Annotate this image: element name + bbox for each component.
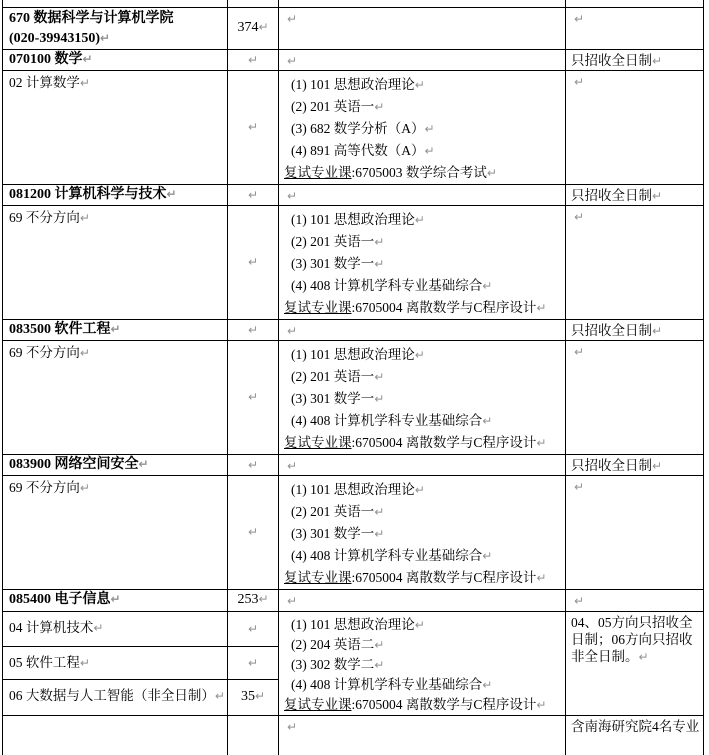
- quota-cell: [228, 475, 279, 589]
- quota-cell: [228, 454, 279, 475]
- partial-cell: [3, 0, 228, 7]
- note-cell: [566, 454, 704, 475]
- direction-label-cell: [3, 680, 228, 715]
- quota-cell: [228, 49, 279, 70]
- direction-row-69-se: [3, 340, 704, 454]
- pilcrow-mark: ↵: [110, 321, 121, 336]
- pilcrow-mark: ↵: [138, 456, 149, 471]
- exam-subjects-cell: [279, 340, 566, 454]
- pilcrow-mark: ↵: [287, 188, 298, 203]
- pilcrow-mark: ↵: [93, 620, 104, 635]
- pilcrow-mark: ↵: [247, 255, 259, 269]
- pilcrow-mark: ↵: [287, 593, 298, 608]
- note-cell: [566, 184, 704, 205]
- major-row-081200: [3, 184, 704, 205]
- department-title: 670 数据科学与计算机学院: [9, 10, 174, 26]
- exam-subject-line: (1) 101 思想政治理论↵: [291, 481, 425, 497]
- pilcrow-mark: ↵: [536, 300, 547, 315]
- pilcrow-mark: ↵: [287, 458, 298, 473]
- note-full-time-only: 只招收全日制: [571, 322, 652, 338]
- direction-label-cell: [3, 205, 228, 319]
- major-title-cell: [3, 589, 228, 611]
- department-row: [3, 7, 704, 49]
- pilcrow-mark: ↵: [424, 121, 435, 136]
- empty-cell: [566, 205, 704, 319]
- note-full-time-only: 只招收全日制: [571, 52, 652, 68]
- exam-subject-line: (4) 891 高等代数（A）↵: [291, 142, 435, 158]
- pilcrow-mark: ↵: [482, 278, 493, 293]
- pilcrow-mark: ↵: [79, 75, 90, 90]
- empty-cell: [279, 319, 566, 340]
- direction-row-04: [3, 611, 704, 646]
- pilcrow-mark: ↵: [482, 677, 493, 692]
- pilcrow-mark: ↵: [287, 11, 298, 26]
- pilcrow-mark: ↵: [247, 52, 259, 67]
- pilcrow-mark: ↵: [536, 435, 547, 450]
- pilcrow-mark: ↵: [100, 30, 111, 45]
- exam-subject-line: (4) 408 计算机学科专业基础综合↵: [291, 412, 493, 428]
- pilcrow-mark: ↵: [254, 689, 266, 704]
- exam-subjects-cell: [279, 70, 566, 184]
- pilcrow-mark: ↵: [574, 74, 585, 89]
- pilcrow-mark: ↵: [247, 457, 259, 472]
- major-row-070100: [3, 49, 704, 70]
- direction-label: 69 不分方向: [9, 479, 80, 495]
- quota-cell: [228, 184, 279, 205]
- direction-label-cell: [3, 70, 228, 184]
- direction-row-69-cyber: [3, 475, 704, 589]
- retest-course-line: 复试专业课:6705004 离散数学与C程序设计↵: [284, 569, 547, 585]
- department-quota-cell: [228, 7, 279, 49]
- pilcrow-mark: ↵: [574, 479, 585, 494]
- pilcrow-mark: ↵: [414, 212, 425, 227]
- pilcrow-mark: ↵: [247, 390, 259, 404]
- direction-row-02: [3, 70, 704, 184]
- note-cell: [566, 319, 704, 340]
- exam-subject-line: (1) 101 思想政治理论↵: [291, 76, 425, 92]
- major-title: 083500 软件工程: [9, 321, 111, 337]
- empty-cell: [279, 454, 566, 475]
- pilcrow-mark: ↵: [414, 617, 425, 632]
- partial-row-top: [3, 0, 704, 7]
- pilcrow-mark: ↵: [79, 655, 90, 670]
- exam-subject-line: (3) 301 数学一↵: [291, 525, 385, 541]
- note-cell: [566, 49, 704, 70]
- empty-cell: [566, 340, 704, 454]
- partial-cell: [566, 0, 704, 7]
- direction-row-69-cs: [3, 205, 704, 319]
- exam-subject-line: (1) 101 思想政治理论↵: [291, 346, 425, 362]
- pilcrow-mark: ↵: [374, 504, 385, 519]
- department-quota: 374: [237, 20, 259, 35]
- pilcrow-mark: ↵: [287, 719, 298, 734]
- pilcrow-mark: ↵: [414, 482, 425, 497]
- direction-label: 06 大数据与人工智能（非全日制）: [9, 688, 215, 704]
- exam-subject-line: (1) 101 思想政治理论↵: [291, 616, 425, 632]
- direction-quota: 35: [240, 689, 255, 705]
- major-title-cell: [3, 319, 228, 340]
- pilcrow-mark: ↵: [414, 77, 425, 92]
- empty-cell: [279, 49, 566, 70]
- pilcrow-mark: ↵: [247, 621, 259, 636]
- exam-subject-line: (4) 408 计算机学科专业基础综合↵: [291, 277, 493, 293]
- partial-cell: [279, 715, 566, 755]
- empty-cell: [279, 7, 566, 49]
- pilcrow-mark: ↵: [166, 186, 177, 201]
- exam-subject-line: (1) 101 思想政治理论↵: [291, 211, 425, 227]
- direction-label-cell: [3, 340, 228, 454]
- pilcrow-mark: ↵: [414, 347, 425, 362]
- major-title-cell: [3, 49, 228, 70]
- retest-course-line: 复试专业课:6705004 离散数学与C程序设计↵: [284, 696, 547, 712]
- pilcrow-mark: ↵: [374, 391, 385, 406]
- pilcrow-mark: ↵: [652, 458, 663, 473]
- retest-course-line: 复试专业课:6705004 离散数学与C程序设计↵: [284, 434, 547, 450]
- exam-subject-line: (2) 201 英语一↵: [291, 233, 385, 249]
- pilcrow-mark: ↵: [79, 345, 90, 360]
- pilcrow-mark: ↵: [258, 20, 269, 34]
- pilcrow-mark: ↵: [482, 548, 493, 563]
- partial-cell: [3, 715, 228, 755]
- pilcrow-mark: ↵: [247, 187, 259, 202]
- empty-cell: [566, 7, 704, 49]
- pilcrow-mark: ↵: [374, 99, 385, 114]
- pilcrow-mark: ↵: [574, 344, 585, 359]
- pilcrow-mark: ↵: [247, 322, 259, 337]
- pilcrow-mark: ↵: [652, 53, 663, 68]
- partial-cell: [279, 0, 566, 7]
- major-title: 081200 计算机科学与技术: [9, 186, 167, 202]
- pilcrow-mark: ↵: [374, 256, 385, 271]
- pilcrow-mark: ↵: [258, 592, 269, 606]
- pilcrow-mark: ↵: [247, 120, 259, 134]
- retest-course-line: 复试专业课:6705003 数学综合考试↵: [284, 164, 497, 180]
- exam-subject-line: (2) 201 英语一↵: [291, 98, 385, 114]
- exam-subject-line: (2) 204 英语二↵: [291, 636, 385, 652]
- exam-subject-line: (3) 302 数学二↵: [291, 656, 385, 672]
- pilcrow-mark: ↵: [424, 143, 435, 158]
- major-row-085400: [3, 589, 704, 611]
- pilcrow-mark: ↵: [287, 323, 298, 338]
- quota-cell: [228, 611, 279, 646]
- pilcrow-mark: ↵: [482, 413, 493, 428]
- pilcrow-mark: ↵: [574, 593, 585, 608]
- pilcrow-mark: ↵: [287, 53, 298, 68]
- major-title: 083900 网络空间安全: [9, 456, 139, 472]
- empty-cell: [566, 475, 704, 589]
- direction-label: 04 计算机技术: [9, 619, 94, 635]
- pilcrow-mark: ↵: [652, 323, 663, 338]
- direction-label: 69 不分方向: [9, 209, 80, 225]
- exam-subjects-cell: [279, 205, 566, 319]
- pilcrow-mark: ↵: [82, 51, 93, 66]
- partial-cell: [228, 715, 279, 755]
- department-phone: (020-39943150)↵: [9, 30, 111, 46]
- exam-subject-line: (3) 301 数学一↵: [291, 255, 385, 271]
- major-quota: 253: [237, 592, 259, 607]
- quota-cell: [228, 70, 279, 184]
- exam-subject-line: (4) 408 计算机学科专业基础综合↵: [291, 547, 493, 563]
- pilcrow-mark: ↵: [574, 11, 585, 26]
- note-ei-mixed: 04、05方向只招收全日制；06方向只招收非全日制。: [571, 614, 693, 664]
- direction-label-cell: [3, 475, 228, 589]
- pilcrow-mark: ↵: [536, 697, 547, 712]
- pilcrow-mark: ↵: [110, 591, 121, 606]
- quota-cell: [228, 589, 279, 611]
- quota-cell: [228, 340, 279, 454]
- admissions-table: [2, 0, 704, 755]
- pilcrow-mark: ↵: [374, 526, 385, 541]
- major-title: 070100 数学: [9, 51, 83, 67]
- exam-subject-line: (2) 201 英语一↵: [291, 368, 385, 384]
- note-partial: 含南海研究院4名专业: [571, 718, 700, 734]
- major-row-083500: [3, 319, 704, 340]
- pilcrow-mark: ↵: [638, 649, 649, 664]
- direction-label: 69 不分方向: [9, 344, 80, 360]
- quota-cell: [228, 205, 279, 319]
- exam-subject-line: (3) 682 数学分析（A）↵: [291, 120, 435, 136]
- quota-cell: [228, 319, 279, 340]
- pilcrow-mark: ↵: [214, 689, 225, 704]
- exam-subject-line: (3) 301 数学一↵: [291, 390, 385, 406]
- pilcrow-mark: ↵: [374, 369, 385, 384]
- pilcrow-mark: ↵: [374, 657, 385, 672]
- major-title: 085400 电子信息: [9, 591, 111, 607]
- note-full-time-only: 只招收全日制: [571, 187, 652, 203]
- pilcrow-mark: ↵: [536, 570, 547, 585]
- quota-cell: [228, 646, 279, 680]
- pilcrow-mark: ↵: [486, 165, 497, 180]
- direction-label: 02 计算数学: [9, 74, 80, 90]
- pilcrow-mark: ↵: [247, 655, 259, 670]
- pilcrow-mark: ↵: [79, 210, 90, 225]
- department-cell: [3, 7, 228, 49]
- major-title-cell: [3, 184, 228, 205]
- direction-label: 05 软件工程: [9, 654, 80, 670]
- empty-cell: [279, 589, 566, 611]
- partial-cell: [228, 0, 279, 7]
- exam-subject-line: (4) 408 计算机学科专业基础综合↵: [291, 676, 493, 692]
- empty-cell: [566, 589, 704, 611]
- note-cell: [566, 611, 704, 715]
- direction-label-cell: [3, 611, 228, 646]
- pilcrow-mark: ↵: [79, 480, 90, 495]
- empty-cell: [566, 70, 704, 184]
- empty-cell: [279, 184, 566, 205]
- direction-label-cell: [3, 646, 228, 680]
- retest-course-line: 复试专业课:6705004 离散数学与C程序设计↵: [284, 299, 547, 315]
- pilcrow-mark: ↵: [247, 525, 259, 539]
- partial-note-cell: [566, 715, 704, 755]
- exam-subjects-cell: [279, 611, 566, 715]
- quota-cell: [228, 680, 279, 715]
- partial-row-bottom: [3, 715, 704, 755]
- pilcrow-mark: ↵: [574, 209, 585, 224]
- pilcrow-mark: ↵: [374, 637, 385, 652]
- major-row-083900: [3, 454, 704, 475]
- pilcrow-mark: ↵: [652, 188, 663, 203]
- exam-subjects-cell: [279, 475, 566, 589]
- note-full-time-only: 只招收全日制: [571, 457, 652, 473]
- major-title-cell: [3, 454, 228, 475]
- pilcrow-mark: ↵: [374, 234, 385, 249]
- exam-subject-line: (2) 201 英语一↵: [291, 503, 385, 519]
